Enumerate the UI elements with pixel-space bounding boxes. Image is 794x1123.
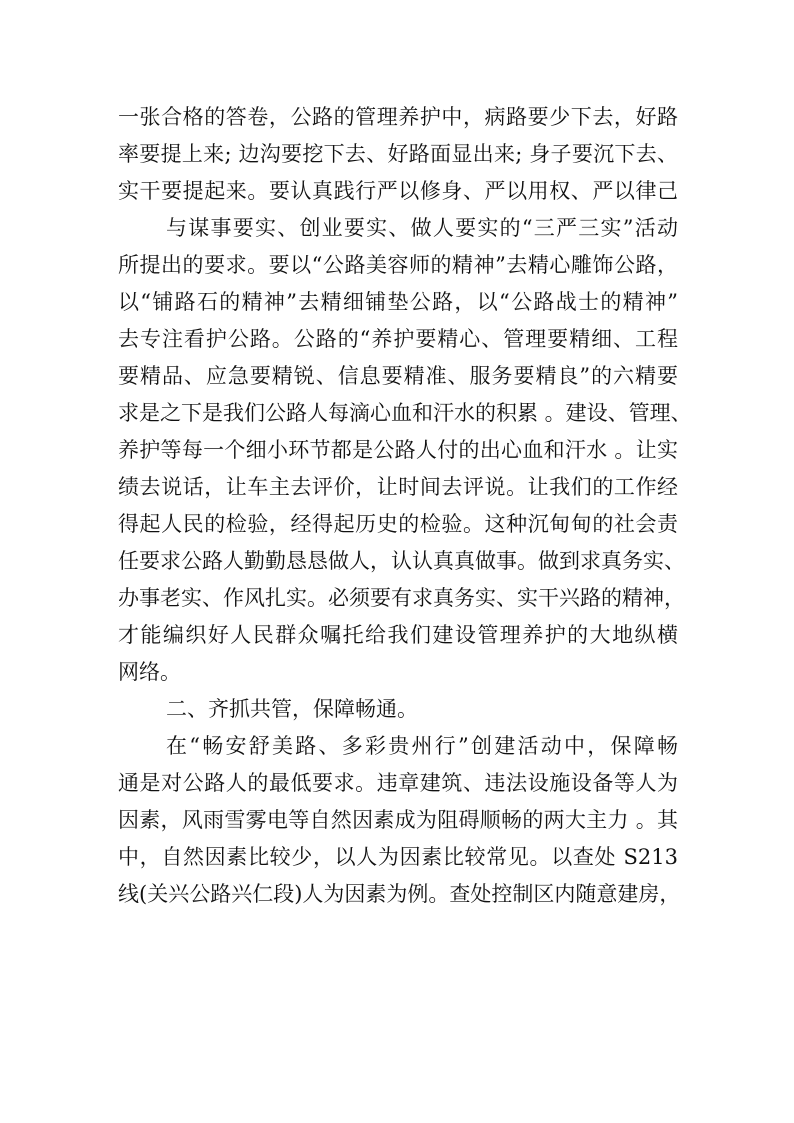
text-line: 求是之下是我们公路人每滴心血和汗水的积累 。建设、管理、 [118,401,692,425]
text-line: 在“畅安舒美路、多彩贵州行”创建活动中，保障畅 [166,734,678,758]
text-line: 绩去说话，让车主去评价，让时间去评说。让我们的工作经 [118,475,678,499]
text-line: 去专注看护公路。公路的“养护要精心、管理要精细、工程 [118,327,678,351]
document-body [118,99,692,913]
text-line: 网络。 [118,660,181,684]
section-heading: 二、齐抓共管，保障畅通。 [166,697,418,721]
text-line: 率要提上来; 边沟要挖下去、好路面显出来; 身子要沉下去、 [118,142,678,166]
text-line: 要精品、应急要精锐、信息要精准、服务要精良”的六精要 [118,364,678,388]
text-line: 通是对公路人的最低要求。违章建筑、违法设施设备等人为 [118,771,678,795]
text-line: 因素，风雨雪雾电等自然因素成为阻碍顺畅的两大主力 。其 [118,808,678,832]
text-line: 任要求公路人勤勤恳恳做人，认认真真做事。做到求真务实、 [118,549,685,573]
text-line: 所提出的要求。要以“公路美容师的精神”去精心雕饰公路， [118,253,678,277]
text-line: 办事老实、作风扎实。必须要有求真务实、实干兴路的精神， [118,586,685,610]
text-line: 才能编织好人民群众嘱托给我们建设管理养护的大地纵横 [118,623,678,647]
text-line: 以“铺路石的精神”去精细铺垫公路，以“公路战士的精神” [118,290,678,314]
text-line: 得起人民的检验，经得起历史的检验。这种沉甸甸的社会责 [118,512,678,536]
text-line: 与谋事要实、创业要实、做人要实的“三严三实”活动 [166,216,678,240]
text-line: 一张合格的答卷，公路的管理养护中，病路要少下去，好路 [118,105,678,129]
text-line: 养护等每一个细小环节都是公路人付的出心血和汗水 。让实 [118,438,678,462]
text-line: 线(关兴公路兴仁段)人为因素为例。查处控制区内随意建房， [118,882,681,906]
text-line: 中，自然因素比较少，以人为因素比较常见。以查处 S213 [118,845,678,869]
text-line: 实干要提起来。要认真践行严以修身、严以用权、严以律己 [118,179,678,203]
